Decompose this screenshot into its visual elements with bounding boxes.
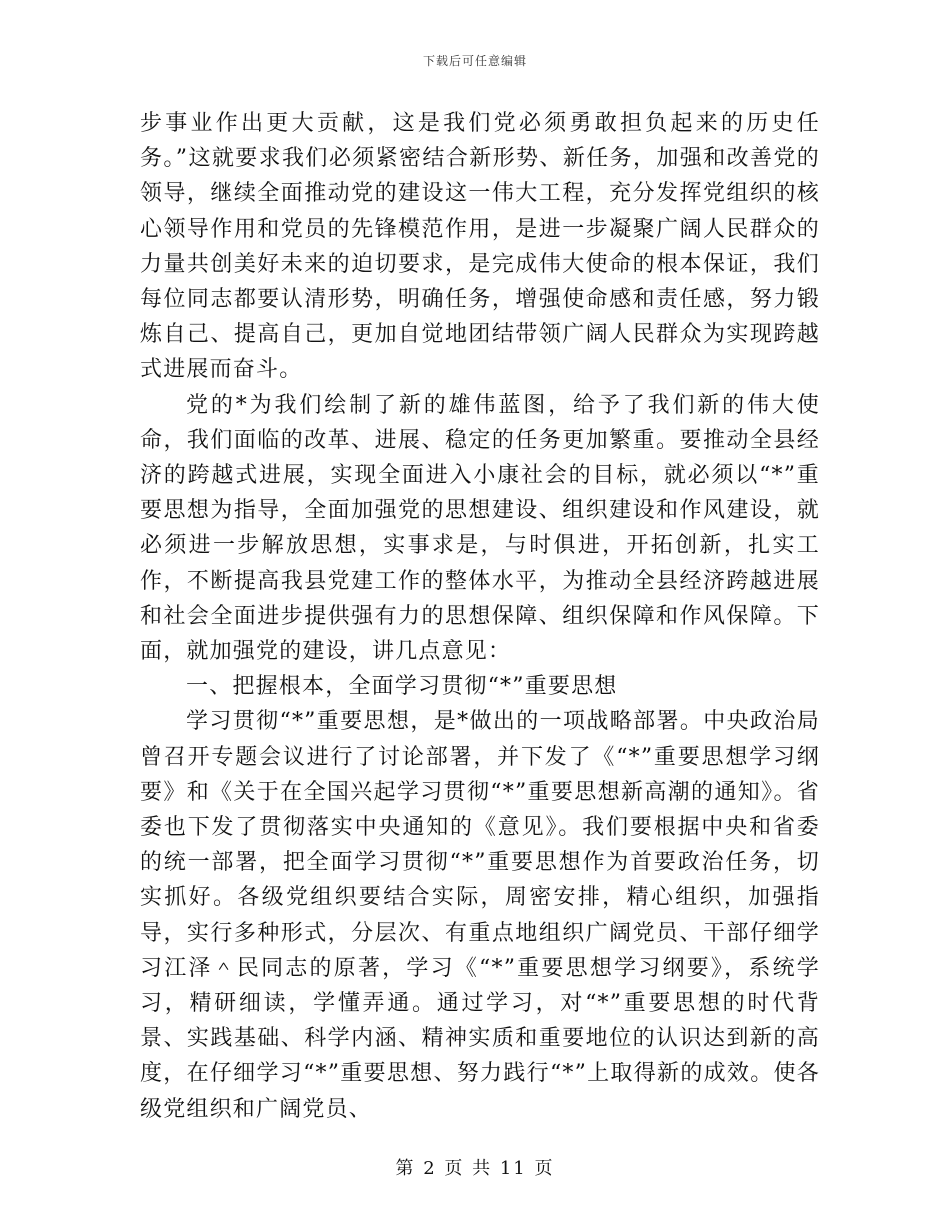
paragraph-1: 步事业作出更大贡献，这是我们党必须勇敢担负起来的历史任务。”这就要求我们必须紧密结合新形势、新任务，加强和改善党的领导，继续全面推动党的建设这一伟大工程，充分发挥党组织的核心领导作用和党员的先锋模范作用，是进一步凝聚广阔人民群众的力量共创美好未来的迫切要求，是完成伟大使命的根本保证，我们每位同志都要认清形势，明确任务，增强使命感和责任感，努力锻炼自己、提高自己，更加自觉地团结带领广阔人民群众为实现跨越式进展而奋斗。 xyxy=(140,111,820,383)
section-heading: 一、把握根本，全面学习贯彻“*”重要思想 xyxy=(186,674,618,700)
page-header: 下载后可任意编辑 xyxy=(422,54,527,68)
page-footer: 第 2 页 共 11 页 xyxy=(395,1158,555,1179)
paragraph-2: 党的*为我们绘制了新的雄伟蓝图，给予了我们新的伟大使命，我们面临的改革、进展、稳定的任务更加繁重。要推动全县经济的跨越式进展，实现全面进入小康社会的目标，就必须以“*”重要思想为指导，全面加强党的思想建设、组织建设和作风建设，就必须进一步解放思想，实事求是，与时俱进，开拓创新，扎实工作，不断提高我县党建工作的整体水平，为推动全县经济跨越进展和社会全面进步提供强有力的思想保障、组织保障和作风保障。下面，就加强党的建设，讲几点意见： xyxy=(140,392,820,665)
document-body xyxy=(140,106,820,1127)
paragraph-3: 学习贯彻“*”重要思想，是*做出的一项战略部署。中央政治局曾召开专题会议进行了讨论部署，并下发了《“*”重要思想学习纲要》和《关于在全国兴起学习贯彻“*”重要思想新高潮的通知》。省委也下发了贯彻落实中央通知的《意见》。我们要根据中央和省委的统一部署，把全面学习贯彻“*”重要思想作为首要政治任务，切实抓好。各级党组织要结合实际，周密安排，精心组织，加强指导，实行多种形式，分层次、有重点地组织广阔党员、干部仔细学习江泽＾民同志的原著，学习《“*”重要思想学习纲要》，系统学习，精研细读，学懂弄通。通过学习，对“*”重要思想的时代背景、实践基础、科学内涵、精神实质和重要地位的认识达到新的高度，在仔细学习“*”重要思想、努力践行“*”上取得新的成效。使各级党组织和广阔党员、 xyxy=(140,709,820,1122)
